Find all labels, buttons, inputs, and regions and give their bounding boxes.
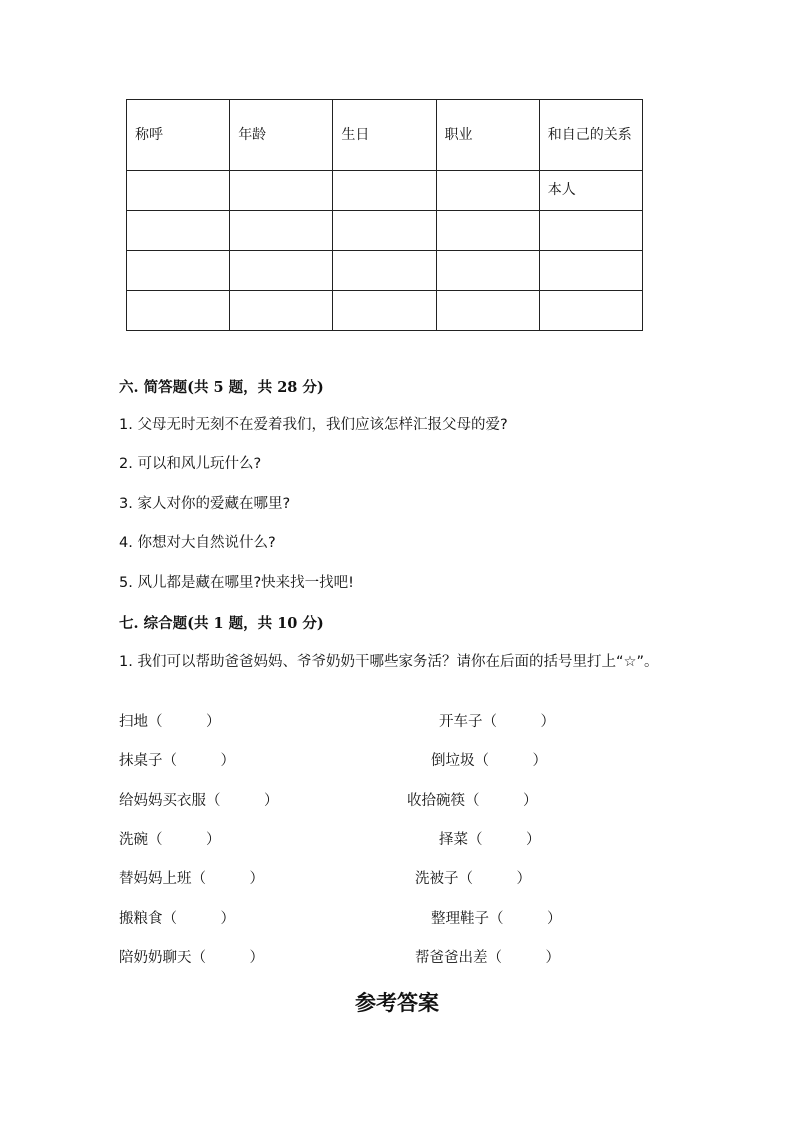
table-cell[interactable] bbox=[333, 251, 436, 291]
chore-item-left[interactable]: 扫地（ ） bbox=[119, 714, 221, 730]
chore-item-right[interactable]: 开车子（ ） bbox=[439, 714, 555, 730]
chore-item-right[interactable]: 整理鞋子（ ） bbox=[431, 911, 562, 927]
question-item: 3. 家人对你的爱藏在哪里? bbox=[119, 496, 291, 512]
section-6-title: 六. 简答题(共 5 题，共 28 分) bbox=[119, 379, 324, 396]
table-header-row bbox=[127, 100, 643, 171]
table-row bbox=[127, 291, 643, 331]
family-info-table bbox=[126, 99, 643, 331]
table-cell[interactable] bbox=[127, 171, 230, 211]
chore-item-left[interactable]: 陪奶奶聊天（ ） bbox=[119, 950, 264, 966]
chore-item-left[interactable]: 抹桌子（ ） bbox=[119, 753, 235, 769]
header-cell: 称呼 bbox=[127, 100, 230, 171]
table-cell[interactable] bbox=[436, 291, 539, 331]
chore-item-left[interactable]: 搬粮食（ ） bbox=[119, 911, 235, 927]
question-item: 1. 我们可以帮助爸爸妈妈、爷爷奶奶干哪些家务活？请你在后面的括号里打上“☆”。 bbox=[119, 654, 659, 670]
chore-item-left[interactable]: 给妈妈买衣服（ ） bbox=[119, 793, 279, 809]
table-row bbox=[127, 251, 643, 291]
table-cell[interactable] bbox=[333, 211, 436, 251]
table-cell[interactable] bbox=[539, 291, 642, 331]
section-7-title: 七. 综合题(共 1 题，共 10 分) bbox=[119, 615, 324, 632]
header-cell: 和自己的关系 bbox=[539, 100, 642, 171]
chore-item-right[interactable]: 洗被子（ ） bbox=[415, 871, 531, 887]
table-cell[interactable] bbox=[539, 251, 642, 291]
chore-item-right[interactable]: 倒垃圾（ ） bbox=[431, 753, 547, 769]
table-cell[interactable] bbox=[539, 211, 642, 251]
table-cell[interactable] bbox=[230, 171, 333, 211]
header-cell: 年龄 bbox=[230, 100, 333, 171]
question-item: 4. 你想对大自然说什么? bbox=[119, 535, 276, 551]
chore-item-left[interactable]: 洗碗（ ） bbox=[119, 832, 221, 848]
table-cell[interactable] bbox=[230, 211, 333, 251]
chore-item-left[interactable]: 替妈妈上班（ ） bbox=[119, 871, 264, 887]
table-cell[interactable] bbox=[127, 291, 230, 331]
question-item: 1. 父母无时无刻不在爱着我们，我们应该怎样汇报父母的爱? bbox=[119, 417, 508, 433]
table-cell: 本人 bbox=[539, 171, 642, 211]
table-cell[interactable] bbox=[333, 171, 436, 211]
header-cell: 生日 bbox=[333, 100, 436, 171]
chore-item-right[interactable]: 择菜（ ） bbox=[439, 832, 541, 848]
table-cell[interactable] bbox=[436, 171, 539, 211]
table-cell[interactable] bbox=[230, 251, 333, 291]
table-cell[interactable] bbox=[436, 251, 539, 291]
header-cell: 职业 bbox=[436, 100, 539, 171]
chore-item-right[interactable]: 帮爸爸出差（ ） bbox=[415, 950, 560, 966]
table-cell[interactable] bbox=[436, 211, 539, 251]
table-cell[interactable] bbox=[127, 211, 230, 251]
table-cell[interactable] bbox=[127, 251, 230, 291]
table-row bbox=[127, 171, 643, 211]
table-row bbox=[127, 211, 643, 251]
question-item: 5. 风儿都是藏在哪里?快来找一找吧! bbox=[119, 575, 354, 591]
table-cell[interactable] bbox=[230, 291, 333, 331]
chore-item-right[interactable]: 收拾碗筷（ ） bbox=[407, 793, 538, 809]
answer-key-title: 参考答案 bbox=[355, 990, 439, 1015]
question-item: 2. 可以和风儿玩什么? bbox=[119, 456, 262, 472]
table-cell[interactable] bbox=[333, 291, 436, 331]
